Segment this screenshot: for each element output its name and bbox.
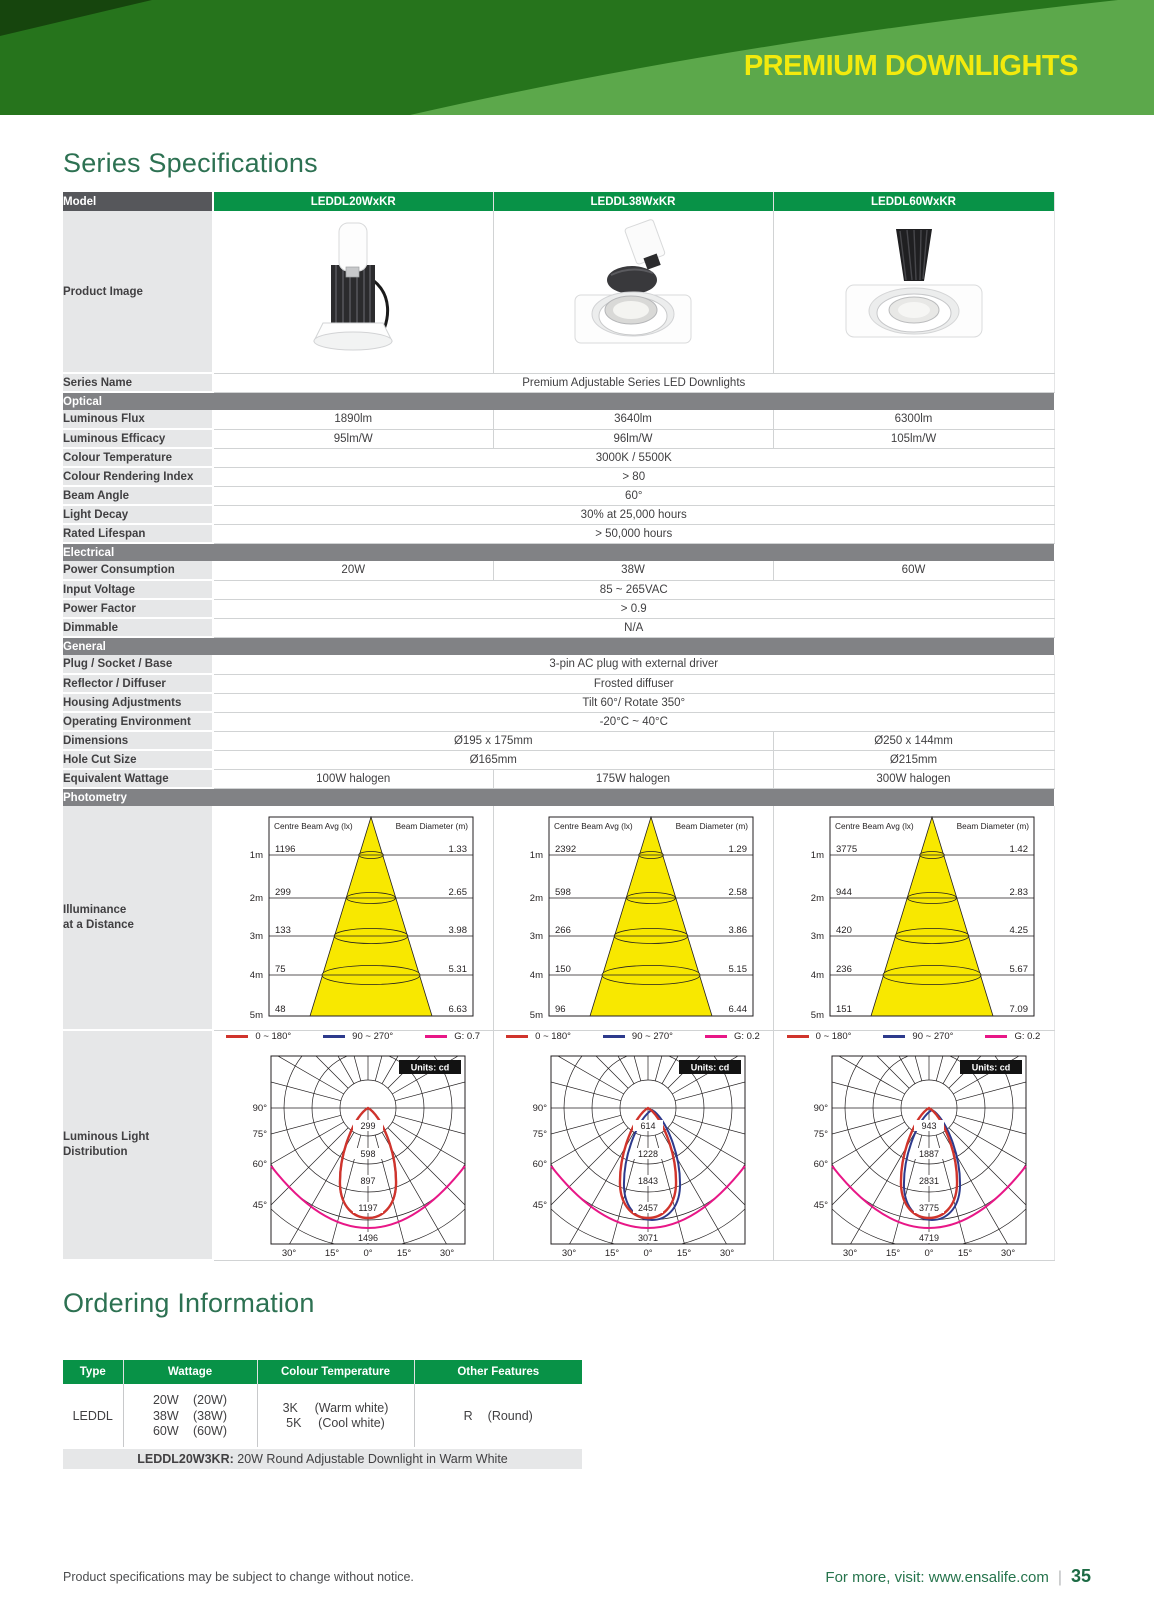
hole-cut-label: Hole Cut Size: [63, 750, 213, 769]
svg-text:30°: 30°: [1000, 1247, 1015, 1259]
svg-text:4m: 4m: [810, 969, 824, 981]
svg-text:614: 614: [640, 1120, 656, 1131]
svg-text:5.67: 5.67: [1009, 963, 1028, 975]
beam-angle-label: Beam Angle: [63, 486, 213, 505]
series-specifications-heading: Series Specifications: [63, 148, 318, 178]
svg-text:30°: 30°: [282, 1247, 297, 1259]
colour-temperature-value: 3000K / 5500K: [213, 448, 1054, 467]
svg-text:30°: 30°: [561, 1247, 577, 1259]
beam-angle-value: 60°: [213, 486, 1054, 505]
product-photo-leddl20wxkr: [273, 217, 433, 367]
svg-text:Centre Beam Avg (lx): Centre Beam Avg (lx): [274, 820, 353, 831]
colour-temperature-row: [63, 448, 1054, 467]
illuminance-row: [63, 806, 1054, 1030]
svg-text:0°: 0°: [923, 1247, 934, 1259]
input-voltage-row: [63, 580, 1054, 599]
svg-text:5m: 5m: [250, 1009, 264, 1020]
svg-text:598: 598: [360, 1148, 376, 1159]
housing-value: Tilt 60°/ Rotate 350°: [213, 693, 1054, 712]
model-leddl20wxkr: LEDDL20WxKR: [213, 192, 493, 211]
ordering-header-type: Type: [63, 1360, 123, 1384]
operating-environment-row: [63, 712, 1054, 731]
general-section-title: General: [63, 637, 1054, 655]
power-consumption-1: 20W: [213, 561, 493, 580]
ordering-header-other-features: Other Features: [414, 1360, 582, 1384]
rated-lifespan-row: [63, 524, 1054, 543]
illuminance-label-line2: at a Distance: [63, 918, 134, 931]
svg-text:Beam Diameter (m): Beam Diameter (m): [395, 820, 469, 831]
light-decay-value: 30% at 25,000 hours: [213, 505, 1054, 524]
svg-text:Beam Diameter (m): Beam Diameter (m): [675, 820, 748, 831]
photometry-section-title: Photometry: [63, 788, 1054, 806]
luminous-flux-3: 6300lm: [773, 410, 1054, 429]
ordering-type-value: LEDDL: [63, 1384, 123, 1448]
distribution-chart-cell-2: [493, 1030, 773, 1260]
ordering-other-options: [414, 1384, 582, 1448]
general-section-bar: [63, 637, 1054, 655]
svg-text:1m: 1m: [250, 849, 264, 861]
svg-text:1196: 1196: [275, 843, 296, 855]
svg-text:5m: 5m: [810, 1009, 824, 1020]
illuminance-chart-cell-3: [773, 806, 1054, 1030]
ordering-header-colour-temperature: Colour Temperature: [257, 1360, 414, 1384]
power-factor-label: Power Factor: [63, 599, 213, 618]
luminous-efficacy-label: Luminous Efficacy: [63, 429, 213, 448]
legend-red-swatch: [787, 1035, 809, 1038]
svg-text:Centre Beam Avg (lx): Centre Beam Avg (lx): [834, 820, 914, 831]
svg-text:151: 151: [835, 1003, 852, 1015]
luminous-efficacy-row: [63, 429, 1054, 448]
series-name-value: Premium Adjustable Series LED Downlights: [213, 373, 1054, 392]
illuminance-label: [63, 806, 213, 1030]
svg-text:2.65: 2.65: [448, 886, 468, 898]
dimensions-label: Dimensions: [63, 731, 213, 750]
svg-text:1496: 1496: [358, 1232, 379, 1243]
beam-angle-row: [63, 486, 1054, 505]
svg-text:15°: 15°: [325, 1247, 340, 1259]
legend-red-label: 0 ~ 180°: [535, 1030, 571, 1042]
svg-text:420: 420: [835, 924, 852, 936]
svg-text:133: 133: [275, 924, 292, 936]
polar-distribution-chart-leddl60wxkr: [788, 1044, 1040, 1260]
svg-text:90°: 90°: [252, 1102, 268, 1114]
units-cd-badge: Units: cd: [971, 1062, 1010, 1072]
operating-environment-value: -20°C ~ 40°C: [213, 712, 1054, 731]
svg-text:5m: 5m: [529, 1009, 543, 1020]
power-consumption-row: [63, 561, 1054, 580]
svg-text:1887: 1887: [918, 1148, 939, 1159]
ordering-header-wattage: Wattage: [123, 1360, 257, 1384]
series-name-label: Series Name: [63, 373, 213, 392]
svg-text:6.44: 6.44: [728, 1003, 747, 1015]
illuminance-label-line1: Illuminance: [63, 903, 127, 916]
illuminance-chart-cell-1: [213, 806, 493, 1030]
luminous-efficacy-3: 105lm/W: [773, 429, 1054, 448]
svg-text:3.86: 3.86: [728, 924, 747, 936]
ordering-example-code: LEDDL20W3KR:: [137, 1452, 234, 1466]
svg-text:45°: 45°: [532, 1199, 547, 1211]
svg-text:30°: 30°: [719, 1247, 735, 1259]
svg-text:15°: 15°: [676, 1247, 692, 1259]
reflector-value: Frosted diffuser: [213, 674, 1054, 693]
svg-text:1m: 1m: [810, 849, 824, 861]
distribution-label-line2: Distribution: [63, 1146, 128, 1158]
svg-text:3m: 3m: [250, 930, 264, 942]
polar-legend-3: [787, 1031, 1041, 1042]
svg-text:266: 266: [555, 924, 571, 936]
footer-disclaimer: Product specifications may be subject to change without notice.: [63, 1570, 414, 1584]
svg-text:4.25: 4.25: [1009, 924, 1028, 936]
equivalent-wattage-label: Equivalent Wattage: [63, 769, 213, 788]
svg-text:299: 299: [275, 886, 292, 898]
legend-g-swatch: [425, 1035, 447, 1038]
series-specifications-table: [63, 192, 1055, 1261]
legend-blue-swatch: [883, 1035, 905, 1038]
model-leddl60wxkr: LEDDL60WxKR: [773, 192, 1054, 211]
svg-text:75°: 75°: [532, 1128, 547, 1140]
polar-legend-1: [226, 1031, 480, 1042]
page-title: PREMIUM DOWNLIGHTS: [743, 50, 1078, 82]
luminous-flux-label: Luminous Flux: [63, 410, 213, 429]
dimmable-value: N/A: [213, 618, 1054, 637]
svg-text:2457: 2457: [637, 1202, 659, 1213]
ordering-information-heading: Ordering Information: [63, 1288, 315, 1318]
svg-text:2.58: 2.58: [728, 886, 747, 898]
svg-text:2392: 2392: [555, 843, 577, 855]
model-header-label: Model: [63, 192, 213, 211]
plug-value: 3-pin AC plug with external driver: [213, 655, 1054, 674]
optical-section-title: Optical: [63, 392, 1054, 410]
legend-blue-swatch: [603, 1035, 625, 1038]
operating-environment-label: Operating Environment: [63, 712, 213, 731]
svg-text:0°: 0°: [363, 1247, 373, 1259]
equivalent-wattage-row: [63, 769, 1054, 788]
model-leddl38wxkr: LEDDL38WxKR: [493, 192, 773, 211]
svg-text:90°: 90°: [532, 1102, 547, 1114]
ordering-body-row: [63, 1384, 582, 1448]
svg-text:2831: 2831: [918, 1175, 939, 1186]
svg-text:15°: 15°: [397, 1247, 412, 1259]
legend-blue-label: 90 ~ 270°: [631, 1030, 673, 1042]
series-name-row: [63, 373, 1054, 392]
equivalent-wattage-2: 175W halogen: [493, 769, 773, 788]
equivalent-wattage-1: 100W halogen: [213, 769, 493, 788]
product-photo-leddl38wxkr: [553, 217, 713, 367]
distribution-chart-cell-1: [213, 1030, 493, 1260]
svg-text:30°: 30°: [842, 1247, 857, 1259]
svg-text:3m: 3m: [810, 930, 824, 942]
legend-red-swatch: [226, 1035, 248, 1038]
svg-text:75: 75: [275, 963, 286, 975]
product-image-row: [63, 211, 1054, 373]
colour-temperature-label: Colour Temperature: [63, 448, 213, 467]
luminous-efficacy-2: 96lm/W: [493, 429, 773, 448]
ordering-example-text: 20W Round Adjustable Downlight in Warm White: [233, 1452, 508, 1466]
footer-website-link[interactable]: For more, visit: www.ensalife.com: [825, 1569, 1049, 1586]
polar-distribution-chart-leddl20wxkr: [227, 1044, 479, 1260]
svg-text:1228: 1228: [637, 1148, 659, 1159]
luminous-flux-2: 3640lm: [493, 410, 773, 429]
product-image-label: Product Image: [63, 211, 213, 373]
product-image-cell-2: [493, 211, 773, 373]
footer-page-number: 35: [1070, 1566, 1091, 1586]
colour-rendering-index-row: [63, 467, 1054, 486]
svg-text:2m: 2m: [529, 892, 543, 904]
svg-text:1.29: 1.29: [728, 843, 747, 855]
model-row: [63, 192, 1054, 211]
polar-distribution-chart-leddl38wxkr: [507, 1044, 759, 1260]
distribution-label: [63, 1030, 213, 1260]
svg-text:15°: 15°: [957, 1247, 972, 1259]
illuminance-cone-chart-leddl20wxkr: [227, 816, 479, 1020]
svg-text:60°: 60°: [813, 1158, 828, 1170]
power-factor-value: > 0.9: [213, 599, 1054, 618]
svg-text:944: 944: [835, 886, 852, 898]
ordering-example-row: [63, 1448, 582, 1469]
svg-text:Centre Beam Avg (lx): Centre Beam Avg (lx): [554, 820, 633, 831]
dimmable-row: [63, 618, 1054, 637]
hole-cut-value-12: Ø165mm: [213, 750, 773, 769]
footer-divider: |: [1057, 1569, 1062, 1586]
dimmable-label: Dimmable: [63, 618, 213, 637]
svg-text:30°: 30°: [440, 1247, 455, 1259]
svg-text:7.09: 7.09: [1009, 1003, 1028, 1015]
power-consumption-3: 60W: [773, 561, 1054, 580]
svg-text:943: 943: [920, 1120, 937, 1131]
legend-g-label: G: 0.7: [454, 1030, 481, 1042]
cri-label: Colour Rendering Index: [63, 467, 213, 486]
distribution-row: [63, 1030, 1054, 1260]
svg-text:15°: 15°: [604, 1247, 620, 1259]
svg-text:3m: 3m: [529, 930, 543, 942]
units-cd-badge: Units: cd: [410, 1062, 450, 1072]
luminous-flux-1: 1890lm: [213, 410, 493, 429]
illuminance-chart-cell-2: [493, 806, 773, 1030]
legend-g-swatch: [705, 1035, 727, 1038]
hole-cut-row: [63, 750, 1054, 769]
dimensions-value-12: Ø195 x 175mm: [213, 731, 773, 750]
product-image-cell-3: [773, 211, 1054, 373]
legend-red-swatch: [506, 1035, 528, 1038]
svg-text:75°: 75°: [252, 1128, 268, 1140]
wattage-option-38w: 38W (38W): [152, 1408, 228, 1423]
svg-text:598: 598: [555, 886, 571, 898]
svg-text:150: 150: [555, 963, 571, 975]
housing-row: [63, 693, 1054, 712]
svg-text:0°: 0°: [643, 1247, 653, 1259]
legend-blue-label: 90 ~ 270°: [352, 1030, 394, 1042]
ordering-colour-options: [257, 1384, 414, 1448]
svg-text:1.42: 1.42: [1009, 843, 1028, 855]
product-image-cell-1: [213, 211, 493, 373]
footer-right: [825, 1566, 1091, 1587]
equivalent-wattage-3: 300W halogen: [773, 769, 1054, 788]
svg-text:1.33: 1.33: [448, 843, 468, 855]
distribution-label-line1: Luminous Light: [63, 1131, 150, 1143]
plug-row: [63, 655, 1054, 674]
svg-text:6.63: 6.63: [448, 1003, 468, 1015]
legend-g-label: G: 0.2: [733, 1030, 760, 1042]
svg-text:45°: 45°: [252, 1199, 268, 1211]
electrical-section-bar: [63, 543, 1054, 561]
svg-text:236: 236: [835, 963, 852, 975]
svg-text:96: 96: [555, 1003, 566, 1015]
power-consumption-label: Power Consumption: [63, 561, 213, 580]
input-voltage-label: Input Voltage: [63, 580, 213, 599]
light-decay-label: Light Decay: [63, 505, 213, 524]
svg-text:3775: 3775: [918, 1202, 939, 1213]
illuminance-cone-chart-leddl60wxkr: [788, 816, 1040, 1020]
polar-legend-2: [506, 1031, 760, 1042]
luminous-efficacy-1: 95lm/W: [213, 429, 493, 448]
distribution-chart-cell-3: [773, 1030, 1054, 1260]
colour-option-5k: 5K (Cool white): [286, 1416, 385, 1431]
svg-text:3071: 3071: [637, 1232, 659, 1243]
svg-text:1m: 1m: [529, 849, 543, 861]
units-cd-badge: Units: cd: [690, 1062, 730, 1072]
hole-cut-value-3: Ø215mm: [773, 750, 1054, 769]
svg-text:3.98: 3.98: [448, 924, 468, 936]
svg-text:45°: 45°: [813, 1199, 828, 1211]
svg-text:5.31: 5.31: [448, 963, 468, 975]
electrical-section-title: Electrical: [63, 543, 1054, 561]
svg-text:897: 897: [360, 1175, 376, 1186]
cri-value: > 80: [213, 467, 1054, 486]
svg-text:2m: 2m: [250, 892, 264, 904]
svg-text:5.15: 5.15: [728, 963, 747, 975]
light-decay-row: [63, 505, 1054, 524]
svg-text:4719: 4719: [918, 1232, 939, 1243]
illuminance-cone-chart-leddl38wxkr: [507, 816, 759, 1020]
svg-text:299: 299: [360, 1120, 376, 1131]
wattage-option-20w: 20W (20W): [152, 1393, 228, 1407]
svg-text:1197: 1197: [358, 1202, 378, 1213]
rated-lifespan-value: > 50,000 hours: [213, 524, 1054, 543]
ordering-example: [63, 1448, 582, 1469]
optical-section-bar: [63, 392, 1054, 410]
svg-text:Beam Diameter (m): Beam Diameter (m): [956, 820, 1029, 831]
ordering-header-row: [63, 1360, 582, 1384]
reflector-label: Reflector / Diffuser: [63, 674, 213, 693]
power-factor-row: [63, 599, 1054, 618]
svg-text:75°: 75°: [813, 1128, 828, 1140]
dimensions-row: [63, 731, 1054, 750]
svg-text:90°: 90°: [813, 1102, 828, 1114]
svg-text:4m: 4m: [529, 969, 543, 981]
other-option-round: R (Round): [463, 1408, 533, 1423]
housing-label: Housing Adjustments: [63, 693, 213, 712]
plug-label: Plug / Socket / Base: [63, 655, 213, 674]
legend-g-label: G: 0.2: [1014, 1030, 1041, 1042]
svg-text:60°: 60°: [252, 1158, 268, 1170]
legend-red-label: 0 ~ 180°: [815, 1030, 852, 1042]
svg-text:4m: 4m: [250, 969, 264, 981]
colour-option-3k: 3K (Warm white): [282, 1400, 389, 1415]
dimensions-value-3: Ø250 x 144mm: [773, 731, 1054, 750]
legend-blue-swatch: [323, 1035, 345, 1038]
luminous-flux-row: [63, 410, 1054, 429]
legend-blue-label: 90 ~ 270°: [912, 1030, 954, 1042]
ordering-wattage-options: [123, 1384, 257, 1448]
svg-text:60°: 60°: [532, 1158, 547, 1170]
power-consumption-2: 38W: [493, 561, 773, 580]
input-voltage-value: 85 ~ 265VAC: [213, 580, 1054, 599]
product-photo-leddl60wxkr: [834, 217, 994, 367]
legend-red-label: 0 ~ 180°: [255, 1030, 292, 1042]
ordering-information-table: [63, 1360, 582, 1469]
svg-text:15°: 15°: [885, 1247, 900, 1259]
svg-text:1843: 1843: [637, 1175, 659, 1186]
svg-text:48: 48: [275, 1003, 286, 1015]
wattage-option-60w: 60W (60W): [152, 1424, 228, 1438]
reflector-row: [63, 674, 1054, 693]
rated-lifespan-label: Rated Lifespan: [63, 524, 213, 543]
legend-g-swatch: [985, 1035, 1007, 1038]
svg-text:2.83: 2.83: [1009, 886, 1028, 898]
photometry-section-bar: [63, 788, 1054, 806]
svg-text:2m: 2m: [810, 892, 824, 904]
svg-text:3775: 3775: [835, 843, 857, 855]
